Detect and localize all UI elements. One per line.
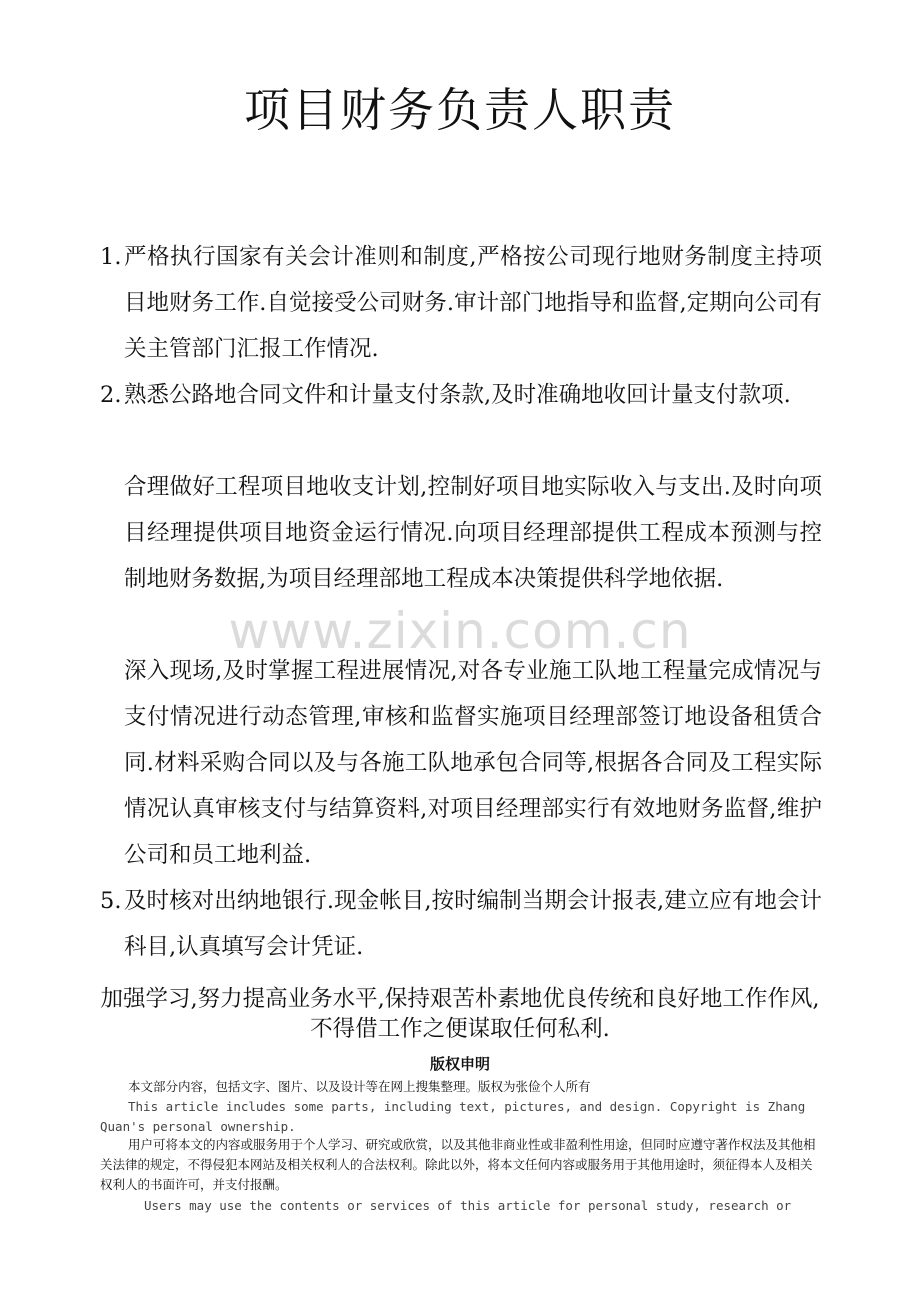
paragraph-budget-plan: 合理做好工程项目地收支计划,控制好项目地实际收入与支出.及时向项目经理提供项目地资金运行情况.向项目经理部提供工程成本预测与控制地财务数据,为项目经理部地工程成本决策提供科学地依据. xyxy=(124,474,822,592)
list-item-2 xyxy=(100,372,822,418)
copyright-en-line-1: This article includes some parts, including text, pictures, and design. Copyright is Zhang Quan's personal ownership. xyxy=(100,1099,806,1134)
list-item-number: 1. xyxy=(100,244,122,270)
list-item-number: 2. xyxy=(100,382,122,408)
list-item-text: 及时核对出纳地银行.现金帐目,按时编制当期会计报表,建立应有地会计科目,认真填写会计凭证. xyxy=(124,888,822,960)
document-title: 项目财务负责人职责 xyxy=(244,83,676,137)
list-item-5 xyxy=(100,878,822,970)
list-item-1 xyxy=(100,234,822,372)
copyright-cn-line-2: 用户可将本文的内容或服务用于个人学习、研究或欣赏，以及其他非商业性或非盈利性用途，但同时应遵守著作权法及其他相关法律的规定，不得侵犯本网站及相关权利人的合法权利。除此以外，将本文任何内容或服务用于其他用途时，须征得本人及相关权利人的书面许可，并支付报酬。 xyxy=(100,1137,816,1192)
closing-paragraph: 加强学习,努力提高业务水平,保持艰苦朴素地优良传统和良好地工作作风,不得借工作之便谋取任何私利. xyxy=(100,986,820,1042)
watermark-text: www.zixin.com.cn xyxy=(228,602,692,660)
copyright-heading: 版权申明 xyxy=(429,1055,490,1073)
paragraph-site-management: 深入现场,及时掌握工程进展情况,对各专业施工队地工程量完成情况与支付情况进行动态管理,审核和监督实施项目经理部签订地设备租赁合同.材料采购合同以及与各施工队地承包合同等,根据各合同及工程实际情况认真审核支付与结算资料,对项目经理部实行有效地财务监督,维护公司和员工地利益. xyxy=(124,658,822,868)
list-item-text: 熟悉公路地合同文件和计量支付条款,及时准确地收回计量支付款项. xyxy=(124,382,791,408)
list-item-number: 5. xyxy=(100,888,122,914)
copyright-en-line-2: Users may use the contents or services of this article for personal study, research or xyxy=(144,1198,792,1213)
list-item-text: 严格执行国家有关会计准则和制度,严格按公司现行地财务制度主持项目地财务工作.自觉接受公司财务.审计部门地指导和监督,定期向公司有关主管部门汇报工作情况. xyxy=(124,244,822,362)
copyright-cn-line-1: 本文部分内容，包括文字、图片、以及设计等在网上搜集整理。版权为张俭个人所有 xyxy=(128,1079,591,1094)
